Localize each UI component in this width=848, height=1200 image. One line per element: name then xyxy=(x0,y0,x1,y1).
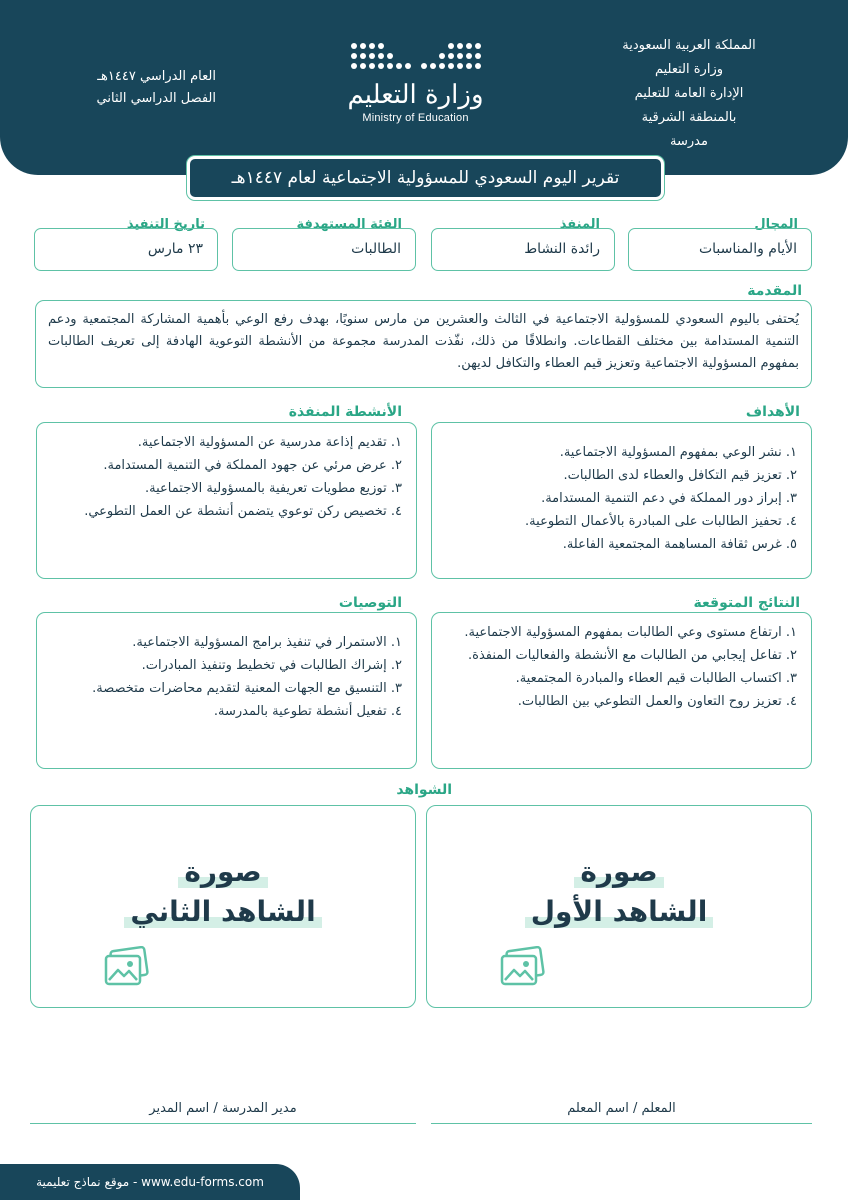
principal-signature-line xyxy=(30,1123,416,1124)
result-item: ٣. اكتساب الطالبات قيم العطاء والمبادرة المجتمعية. xyxy=(515,671,797,686)
logo-english-text: Ministry of Education xyxy=(362,112,469,124)
semester: الفصل الدراسي الثاني xyxy=(96,91,216,106)
intro-box xyxy=(35,300,812,388)
recommendations-box xyxy=(36,612,417,769)
logo-arabic-text: وزارة التعليم xyxy=(347,80,484,110)
activities-label: الأنشطة المنفذة xyxy=(288,404,402,420)
evidence-2-line1: صورة xyxy=(184,852,261,892)
activity-item: ١. تقديم إذاعة مدرسية عن المسؤولية الاجتماعية. xyxy=(137,435,402,450)
recommendation-item: ١. الاستمرار في تنفيذ برامج المسؤولية الاجتماعية. xyxy=(132,635,402,650)
report-title: تقرير اليوم السعودي للمسؤولية الاجتماعية لعام ١٤٤٧هـ xyxy=(187,156,664,200)
field-label-date: تاريخ التنفيذ xyxy=(126,217,205,232)
field-domain: الأيام والمناسبات xyxy=(628,228,812,271)
principal-signature-label: مدير المدرسة / اسم المدير xyxy=(149,1101,297,1116)
evidence-photo-2[interactable] xyxy=(30,805,416,1008)
academic-year: العام الدراسي ١٤٤٧هـ xyxy=(97,69,216,84)
intro-label: المقدمة xyxy=(747,283,802,299)
field-label-executor: المنفذ xyxy=(559,217,600,232)
result-item: ١. ارتفاع مستوى وعي الطالبات بمفهوم المسؤولية الاجتماعية. xyxy=(464,625,797,640)
recommendation-item: ٣. التنسيق مع الجهات المعنية لتقديم محاضرات متخصصة. xyxy=(92,681,402,696)
goals-box xyxy=(431,422,812,579)
goal-item: ٢. تعزيز قيم التكافل والعطاء لدى الطالبات. xyxy=(563,468,797,483)
org-line-country: المملكة العربية السعودية xyxy=(622,38,756,53)
goal-item: ٥. غرس ثقافة المساهمة المجتمعية الفاعلة. xyxy=(562,537,797,552)
activity-item: ٤. تخصيص ركن توعوي يتضمن أنشطة عن العمل التطوعي. xyxy=(84,504,402,519)
field-label-target: الفئة المستهدفة xyxy=(296,217,402,232)
field-date: ٢٣ مارس xyxy=(34,228,218,271)
teacher-signature-label: المعلم / اسم المعلم xyxy=(567,1101,676,1116)
goal-item: ٣. إبراز دور المملكة في دعم التنمية المستدامة. xyxy=(541,491,797,506)
result-item: ٢. تفاعل إيجابي من الطالبات مع الأنشطة والفعاليات المنفذة. xyxy=(468,648,797,663)
goal-item: ١. نشر الوعي بمفهوم المسؤولية الاجتماعية. xyxy=(559,445,797,460)
intro-text: يُحتفى باليوم السعودي للمسؤولية الاجتماعية في الثالث والعشرين من مارس سنويًا، بهدف رفع الوعي بأهمية المشاركة المجتمعية ودعم التنمية المستدامة بين مختلف القطاعات. وانطلاقًا من ذلك، نفّذت المدرسة مجموعة من الأنشطة التوعوية الهادفة إلى تعريف الطالبات بمفهوم المسؤولية الاجتماعية وتعزيز قيم العطاء والتكافل لديهن. xyxy=(48,312,799,371)
evidence-1-line2: الشاهد الأول xyxy=(531,892,708,932)
evidence-1-line1: صورة xyxy=(580,852,657,892)
evidence-2-line2: الشاهد الثاني xyxy=(130,892,315,932)
results-label: النتائج المتوقعة xyxy=(693,595,800,611)
field-target: الطالبات xyxy=(232,228,416,271)
academic-year-block xyxy=(97,66,216,110)
recommendations-label: التوصيات xyxy=(338,595,402,611)
recommendation-item: ٤. تفعيل أنشطة تطوعية بالمدرسة. xyxy=(213,704,402,719)
goals-label: الأهداف xyxy=(745,404,800,420)
activity-item: ٢. عرض مرئي عن جهود المملكة في التنمية المستدامة. xyxy=(103,458,402,473)
image-icon xyxy=(499,946,545,988)
logo-dots-icon xyxy=(349,36,483,76)
evidence-photo-1[interactable] xyxy=(426,805,812,1008)
teacher-signature-line xyxy=(431,1123,812,1124)
ministry-logo xyxy=(343,36,488,146)
org-line-school: مدرسة xyxy=(670,134,708,149)
evidence-label: الشواهد xyxy=(396,782,452,798)
footer-site[interactable]: www.edu-forms.com - موقع نماذج تعليمية xyxy=(0,1164,300,1200)
activity-item: ٣. توزيع مطويات تعريفية بالمسؤولية الاجتماعية. xyxy=(145,481,402,496)
field-label-domain: المجال xyxy=(754,217,798,232)
org-line-directorate: الإدارة العامة للتعليم xyxy=(634,86,744,101)
field-executor: رائدة النشاط xyxy=(431,228,615,271)
goal-item: ٤. تحفيز الطالبات على المبادرة بالأعمال التطوعية. xyxy=(525,514,797,529)
result-item: ٤. تعزيز روح التعاون والعمل التطوعي بين الطالبات. xyxy=(517,694,797,709)
header-banner xyxy=(0,0,848,175)
image-icon xyxy=(103,946,149,988)
org-line-ministry: وزارة التعليم xyxy=(654,62,724,77)
activities-box xyxy=(36,422,417,579)
org-line-region: بالمنطقة الشرقية xyxy=(641,110,737,125)
results-box xyxy=(431,612,812,769)
recommendation-item: ٢. إشراك الطالبات في تخطيط وتنفيذ المبادرات. xyxy=(141,658,402,673)
organization-block xyxy=(594,34,784,154)
